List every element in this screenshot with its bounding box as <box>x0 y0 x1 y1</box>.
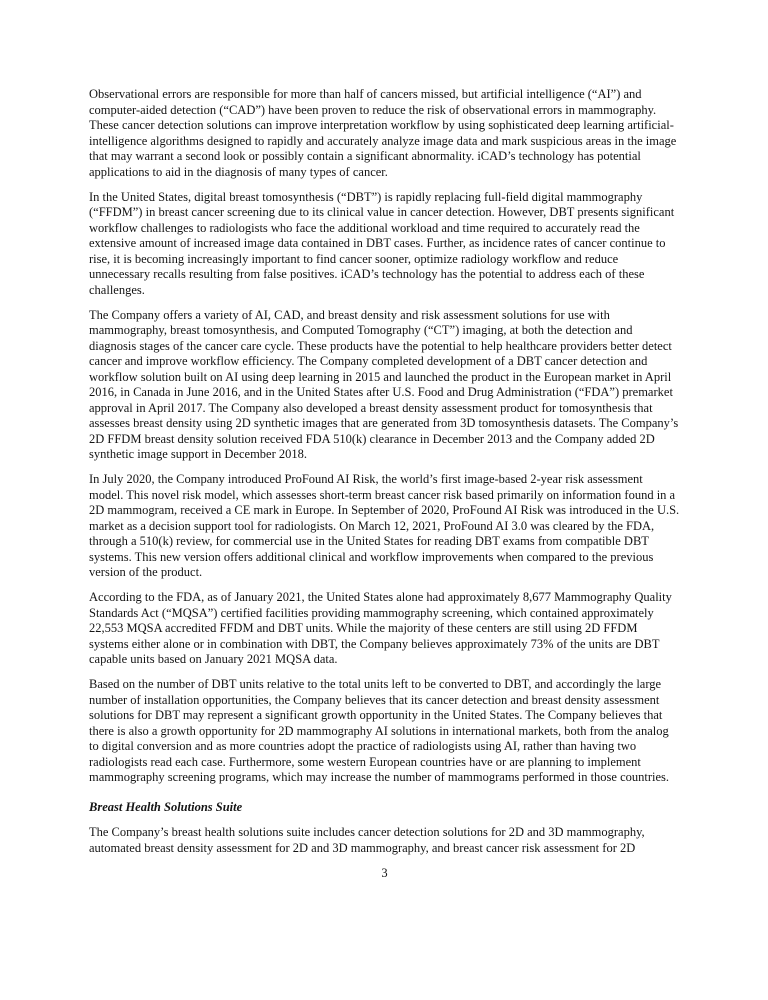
paragraph-growth-opportunity: Based on the number of DBT units relative to the total units left to be converted to DBT, and accordingly the large number of installation opportunities, the Company believes that its cancer detection and breast density assessment solutions for DBT may represent a significant growth opportunity in the United States. The Company believes that there is also a growth opportunity for 2D mammography AI solutions in international markets, both from the analog to digital conversion and as more countries adopt the practice of radiologists using AI, rather than having two radiologists read each case. Furthermore, some western European countries have or are planning to implement mammography screening programs, which may increase the number of mammograms performed in those countries. <box>89 677 670 784</box>
paragraph-profound-ai-risk: In July 2020, the Company introduced ProFound AI Risk, the world’s first image-based 2-year risk assessment model. This novel risk model, which assesses short-term breast cancer risk based primarily on information found in a 2D mammogram, received a CE mark in Europe. In September of 2020, ProFound AI Risk was introduced in the U.S. market as a decision support tool for radiologists. On March 12, 2021, ProFound AI 3.0 was cleared by the FDA, through a 510(k) review, for commercial use in the United States for reading DBT exams from compatible DBT systems. This new version offers additional clinical and workflow improvements when compared to the previous version of the product. <box>89 472 680 579</box>
paragraph-company-solutions: The Company offers a variety of AI, CAD, and breast density and risk assessment solutions for use with mammography, breast tomosynthesis, and Computed Tomography (“CT”) imaging, at both the detection and diagnosis stages of the cancer care cycle. These products have the potential to help healthcare providers better detect cancer and improve workflow efficiency. The Company completed development of a DBT cancer detection and workflow solution built on AI using deep learning in 2015 and launched the product in the European market in April 2016, in Canada in June 2016, and in the United States after U.S. Food and Drug Administration (“FDA”) premarket approval in April 2017. The Company also developed a breast density assessment product for tomosynthesis that assesses breast density using 2D synthetic images that are generated from 3D tomosynthesis datasets. The Company’s 2D FFDM breast density solution received FDA 510(k) clearance in December 2013 and the Company added 2D synthetic image support in December 2018. <box>89 307 679 461</box>
page-number: 3 <box>381 865 388 880</box>
paragraph-dbt-replacing-ffdm: In the United States, digital breast tomosynthesis (“DBT”) is rapidly replacing full-field digital mammography (“FFDM”) in breast cancer screening due to its clinical value in cancer detection. However, DBT presents significant workflow challenges to radiologists who face the additional workload and time required to accurately read the extensive amount of increased image data contained in DBT cases. Further, as incidence rates of cancer continue to rise, it is becoming increasingly important to find cancer sooner, optimize radiology workflow and reduce unnecessary recalls resulting from false positives. iCAD’s technology has the potential to address each of these challenges. <box>89 189 675 297</box>
paragraph-mqsa-statistics: According to the FDA, as of January 2021, the United States alone had approximately 8,677 Mammography Quality Standards Act (“MQSA”) certified facilities providing mammography screening, which contained approximately 22,553 MQSA accredited FFDM and DBT units. While the majority of these centers are still using 2D FFDM systems either alone or in combination with DBT, the Company believes approximately 73% of the units are DBT capable units based on January 2021 MQSA data. <box>89 590 672 666</box>
page-content <box>89 87 680 881</box>
paragraph-suite-overview: The Company’s breast health solutions suite includes cancer detection solutions for 2D and 3D mammography, automated breast density assessment for 2D and 3D mammography, and breast cancer risk assessment for 2D <box>89 825 645 855</box>
section-heading: Breast Health Solutions Suite <box>89 799 243 814</box>
paragraph-observational-errors: Observational errors are responsible for more than half of cancers missed, but artificial intelligence (“AI”) and computer-aided detection (“CAD”) have been proven to reduce the risk of observational errors in mammography. These cancer detection solutions can improve interpretation workflow by using sophisticated deep learning artificial-intelligence algorithms designed to rapidly and accurately analyze image data and mark suspicious areas in the image that may warrant a second look or possibly contain a significant abnormality. iCAD’s technology has potential applications to aid in the diagnosis of many types of cancer. <box>89 87 677 179</box>
